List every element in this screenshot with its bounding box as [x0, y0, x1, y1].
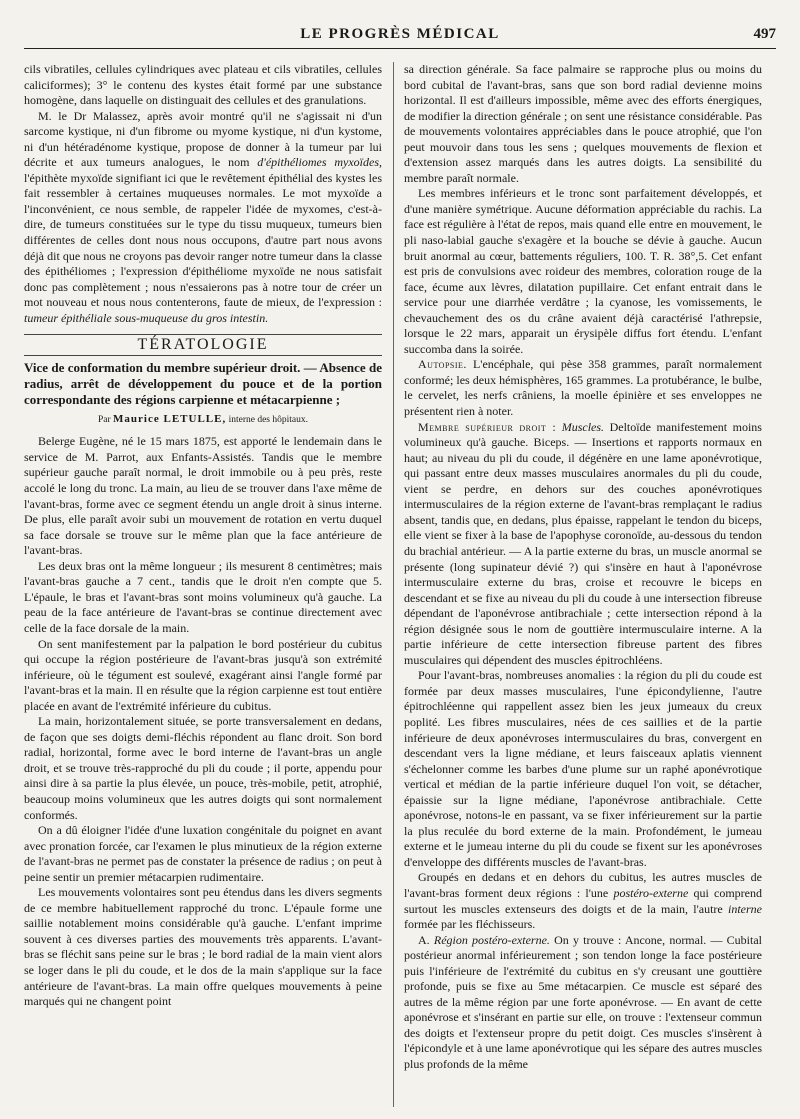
subsection-label: Autopsie.	[418, 357, 467, 372]
emphasis: Muscles.	[561, 419, 605, 434]
subsection-label: A.	[418, 932, 434, 947]
article-title: Vice de conformation du membre supérieur droit. — Absence de radius, arrêt de développement du pouce et de la portion correspondante des régions carpienne et métacarpienne ;	[24, 359, 382, 407]
paragraph: Belerge Eugène, né le 15 mars 1875, est apporté le lendemain dans le service de M. Parrot, aux Enfants-Assistés. Tandis que le membre supérieur gauche paraît normal, le droit immobile ou à peu près, reste accolé le long du tronc. La main, au lieu de se trouver dans l'axe même de l'avant-bras, forme avec ce segment étendu un angle droit à sinus interne. De plus, elle paraît avoir subi un mouvement de rotation en vertu duquel sa face dorsale se trouve sur le même plan que la face antérieure de l'avant-bras.	[24, 434, 382, 558]
paragraph: Les mouvements volontaires sont peu étendus dans les divers segments de ce membre habituellement rapproché du tronc. L'épaule forme une saillie notablement moins considérable qu'à gauche. L'enfant imprime souvent à ces diverses parties des mouvements très apparents. L'avant-bras se fléchit sans peine sur le bras ; le bord radial de la main vient alors se loger dans le pli du coude, et le dos de la main s'applique sur la face antérieure de l'avant-bras. La main offre quelques mouvements à peine marqués qui ne changent point	[24, 885, 382, 1009]
text-run: On y trouve : Ancone, normal. — Cubital postérieur anormal inférieurement ; son tendon longe la face postérieure puis l'inférieure de l'extrémité du cubitus en s'y creusant une gouttière profonde, puis se fixe au 5me métacarpien. Ce muscle est séparé des autres de la même région par une forte aponévrose. — En avant de cette aponévrose et s'insérant en partie sur elle, on trouve : l'extenseur commun des doigts et l'extenseur propre du petit doigt. Ces muscles s'insèrent à l'épicondyle et à une lame aponévrotique qui les sépare des autres muscles plus profonds de la même	[404, 932, 762, 1071]
subsection-label: Membre supérieur droit :	[418, 419, 557, 434]
text-run: Deltoïde manifestement moins volumineux qu'à gauche. Biceps. — Insertions et rapports normaux en haut; au niveau du pli du coude, il dégénère en une lame aponévrotique, qui passant entre deux masses musculaires anormales du pli du coude, vient se perdre, en dehors sur des couches aponévrotiques intermusculaires de la région externe de l'avant-bras remplaçant le radius absent, tandis que, en dedans, plus épaisse, rappelant le tendon du biceps, elle vient se fixer à la base de l'apophyse coronoïde, au-dessous du tendon du brachial antérieur. — A la partie externe du bras, un muscle anormal se présente (long supinateur dévié ?) qui s'insère en haut à l'aponévrose intermusculaire externe du bras, croise et recouvre le biceps en descendant et se fixe au niveau du pli du coude à une intersection fibreuse dépendant de l'aponévrose antibrachiale ; cette intersection répond à la région désignée sous le nom de gouttière intermusculaire interne. A la partie inférieure de cette intersection fibreuse partent des fibres musculaires qui dépendent des muscles épitrochléens.	[404, 419, 762, 667]
byline	[24, 412, 382, 429]
emphasis: Région postéro-externe.	[433, 932, 550, 947]
paragraph	[404, 870, 762, 932]
running-header	[24, 22, 776, 49]
text-run: , l'épithète myxoïde signifiant ici que le revêtement épithélial des kystes les fait ressembler à certaines muqueuses normales. Le mot myxoïde a l'inconvénient, ce nous semble, de rappeler l'idée de myxomes, c'est-à-dire, de tumeurs constituées sur le type du tissu muqueux, tumeurs bien différentes de celles dont nous nous occupons, d'autre part nous avons déjà dit que nous ne croyons pas devoir ranger notre tumeur dans la classe des épithéliomes ; l'expression d'épithéliome myxoïde ne nous satisfait donc pas complètement ; nous n'essaierons pas à notre tour de créer un mot nouveau et nous nous contenterons, faute de mieux, de l'expression :	[24, 155, 382, 310]
author-name: Maurice LETULLE,	[113, 412, 227, 425]
paragraph: sa direction générale. Sa face palmaire se rapproche plus ou moins du bord cubital de l'avant-bras, sans que son bord radial devienne moins horizontal. Il est d'ailleurs impossible, même avec des efforts énergiques, de modifier la direction générale ; on sent une résistance considérable. Pas de mouvements volontaires appréciables dans le pouce atrophié, que l'on peut mouvoir dans tous les sens ; quelques mouvements de flexion et d'extension assez marqués dans les autres doigts. La sensibilité du membre paraît normale.	[404, 62, 762, 185]
text-run: M. le Dr Malassez, après avoir montré qu'il ne s'agissait ni d'un sarcome kystique, ni d'un fibrome ou myome kystique, ni d'un kystome, ni d'un hétéradénome kystique, propose de donner à la tumeur par lui décrite et aux tumeurs analogues, le nom	[24, 108, 382, 170]
emphasis: tumeur épithéliale sous-muqueuse du gros intestin.	[24, 310, 269, 325]
journal-title: LE PROGRÈS MÉDICAL	[300, 26, 500, 42]
paragraph: cils vibratiles, cellules cylindriques avec plateau et cils vibratiles, cellules caliciformes); 3° le contenu des kystes était formé par une substance homogène, dans laquelle on distinguait des cellules et des granulations.	[24, 62, 382, 108]
right-column	[404, 62, 762, 1112]
paragraph	[24, 109, 382, 327]
section-title: TÉRATOLOGIE	[24, 334, 382, 356]
emphasis: d'épithéliomes myxoïdes	[257, 155, 380, 170]
paragraph	[404, 933, 762, 1073]
text-run: qui comprend surtout les muscles extenseurs des doigts et de la main, l'autre	[404, 885, 762, 916]
text-run: Groupés en dedans et en dehors du cubitus, les autres muscles de l'avant-bras forment deux régions : l'une	[404, 870, 762, 900]
paragraph: La main, horizontalement située, se porte transversalement en dedans, de façon que ses doigts demi-fléchis répondent au flanc droit. Son bord radial, horizontal, forme avec le bord interne de l'avant-bras un angle droit, et se trouve très-rapproché du pli du coude ; il porte, appendu pour ainsi dire à sa partie la plus élevée, un pouce, très-mobile, petit, atrophié, beaucoup moins volumineux que les autres doigts qui sont normalement conformés.	[24, 714, 382, 822]
byline-par: Par	[97, 414, 114, 425]
text-run: L'encéphale, qui pèse 358 grammes, paraît normalement conformé; les deux hémisphères, 165 grammes. La protubérance, le bulbe, le cervelet, les nerfs crâniens, la moelle épinière et ses enveloppes ne présentent rien à noter.	[404, 357, 762, 419]
paragraph	[404, 420, 762, 669]
left-column	[24, 62, 382, 1112]
emphasis: interne	[728, 901, 762, 916]
paragraph: On a dû éloigner l'idée d'une luxation congénitale du poignet en avant avec pronation forcée, car l'examen le plus minutieux de la région externe de l'avant-bras ne permet pas de constater la présence de radius ; on peut à peine sentir un premier métacarpien rudimentaire.	[24, 823, 382, 884]
author-role: interne des hôpitaux.	[226, 414, 308, 425]
column-divider	[393, 62, 394, 1107]
emphasis: postéro-externe	[613, 885, 689, 900]
page-number: 497	[753, 26, 776, 42]
paragraph	[404, 357, 762, 419]
text-run: formée par les fléchisseurs.	[404, 917, 536, 932]
paragraph: Pour l'avant-bras, nombreuses anomalies : la région du pli du coude est formée par deux masses musculaires, l'une épicondylienne, l'autre épitrochléenne qui rappellent assez bien les jeux jumeaux du creux poplité. Les fibres musculaires, nées de ces saillies et de la partie inférieure de deux aponévroses intermusculaires du bras, convergent en descendant vers la ligne médiane, et leurs faisceaux aplatis viennent s'échelonner comme les barbes d'une plume sur un raphé aponévrotique vertical et médian de la partie inférieure duquel l'on voit, se détacher, épaissie sur la ligne médiane, l'aponévrose antibrachiale. Cette aponévrose, notons-le en passant, va se fixer inférieurement sur la partie la plus reculée du bord externe de la main. Profondément, le jumeau externe et le jumeau interne du pli du coude se fixent sur les aponévroses d'enveloppe des différents muscles de l'avant-bras.	[404, 668, 762, 869]
paragraph: Les deux bras ont la même longueur ; ils mesurent 8 centimètres; mais l'avant-bras gauche a 7 cent., tandis que le droit n'en compte que 5. L'épaule, le bras et l'avant-bras sont moins volumineux qu'à gauche. La peau de la face antérieure de l'avant-bras se continue directement avec celle de la face dorsale de la main.	[24, 558, 382, 635]
paragraph: Les membres inférieurs et le tronc sont parfaitement développés, et d'une manière symétrique. Aucune déformation appréciable du rachis. La face est régulière à l'état de repos, mais quand elle entre en mouvement, le pli naso-labial gauche s'exagère et la bouche se dévie à gauche. Aucun bruit anormal au cœur, battements réguliers, 100. T. R. 38°,5. Cet enfant est pris de convulsions avec roideur des membres, coloration rouge de la face, écume aux lèvres, dilatation pupillaire. Cet enfant entrait dans le service pour une diarrhée verdâtre ; la cyanose, les vomissements, le chevauchement des os du crâne avaient déjà caractérisé l'athrepsie, lorsque le 22 mars, apparait un érysipèle diffus fort étendu. L'enfant succomba dans la soirée.	[404, 186, 762, 356]
paragraph: On sent manifestement par la palpation le bord postérieur du cubitus qui occupe la région postérieure de l'avant-bras jusqu'à son extrémité inférieure, où le tégument est soulevé, exagérant ainsi l'angle formé par l'avant-bras et la main. Il en résulte que la région carpienne est tout entière placée en avant de l'extrémité inférieure du cubitus.	[24, 636, 382, 713]
